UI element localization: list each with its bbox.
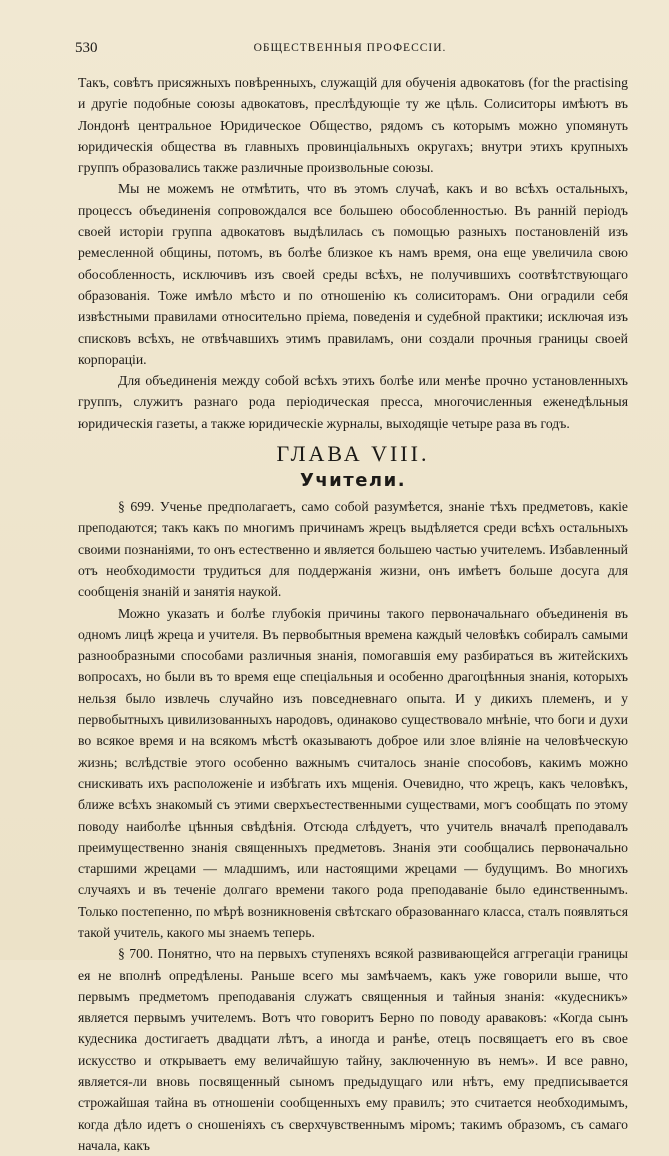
running-title: ОБЩЕСТВЕННЫЯ ПРОФЕССІИ. bbox=[253, 42, 447, 54]
paragraph: Такъ, совѣтъ присяжныхъ повѣренныхъ, служащій для обученія адвокатовъ (for the practising и другіе подобные союзы адвокатовъ, преслѣдующіе ту же цѣль. Солиситоры имѣютъ въ Лондонѣ центральное Юридическое Общество, рядомъ съ которымъ можно упомянуть юридическія общества въ главныхъ провинціальныхъ округахъ; внутри этихъ крупныхъ группъ образовались также различные произвольные союзы. bbox=[78, 75, 628, 176]
paragraph: § 700. Понятно, что на первыхъ ступеняхъ всякой развивающейся аггрегаціи границы ея не вполнѣ опредѣлены. Раньше всего мы замѣчаемъ, какъ уже говорили выше, что первымъ предметомъ преподаванія служатъ священныя и тайныя знанія: «кудесникъ» является первымъ учителемъ. Вотъ что говоритъ Берно по поводу араваковъ: «Когда сынъ кудесника достигаетъ двадцати лѣтъ, а иногда и ранѣе, отецъ посвящаетъ его въ свое искусство и открываетъ ему величайшую тайну, заключенную въ немъ». И все равно, является-ли вновь посвященный сыномъ предыдущаго или нѣтъ, ему предписывается строжайшая тайна въ отношеніи сообщенныхъ ему правилъ; это считается необходимымъ, когда дѣло идетъ о сношеніяхъ съ сверхчувственнымъ міромъ; такимъ образомъ, съ самаго начала, какъ bbox=[78, 946, 628, 1153]
paragraph: Мы не можемъ не отмѣтить, что въ этомъ случаѣ, какъ и во всѣхъ остальныхъ, процессъ объединенія сопровождался все большею обособленностью. Въ ранній періодъ своей исторіи группа адвокатовъ выдѣлилась съ помощью разныхъ постановленій изъ ремесленной общины, потомъ, въ болѣе близкое къ намъ время, она еще увеличила свою обособленность, исключивъ изъ своей среды всѣхъ, не получившихъ соотвѣтствующаго образованія. Тоже имѣло мѣсто и по отношенію къ солиситорамъ. Они оградили себя извѣстными правилами относительно пріема, поведенія и судебной практики; исключая изъ списковъ всѣхъ, не отвѣчавшихъ этимъ правиламъ, они создали прочныя границы своей корпораціи. bbox=[78, 181, 628, 367]
chapter-title: ГЛАВА VIII. bbox=[276, 441, 430, 467]
page-body bbox=[78, 72, 628, 1156]
paragraph: Можно указать и болѣе глубокія причины такого первоначальнаго объединенія въ одномъ лицѣ жреца и учителя. Въ первобытныя времена каждый человѣкъ собиралъ самыми разнообразными способами различныя знанія, помогавшія ему разбираться въ житейскихъ вопросахъ, но были въ то время еще спеціальныя и особенно драгоцѣнныя знанія, которыхъ нельзя было извлечь случайно изъ повседневнаго опыта. И у дикихъ племенъ, и у первобытныхъ цивилизованныхъ народовъ, одинаково существовало мнѣніе, что боги и духи во всякое время и на всякомъ мѣстѣ оказываютъ доброе или злое вліяніе на человѣческую жизнь; вслѣдствіе этого особенно важнымъ считалось знаніе способовъ, какимъ можно снискивать ихъ расположеніе и избѣгать ихъ мщенія. Очевидно, что жрецъ, какъ человѣкъ, ближе всѣхъ знакомый съ этими сверхъестественными существами, могъ сообщать по этому поводу наиболѣе цѣнныя свѣдѣнія. Отсюда слѣдуетъ, что учитель вначалѣ преподавалъ преимущественно знанія священныхъ предметовъ. Знанія эти сообщались первоначально старшими жрецами — младшимъ, или настоящими жрецами — будущимъ. Во многихъ случаяхъ и въ теченіе долгаго времени такого рода преподаваніе было единственнымъ. Только постепенно, по мѣрѣ возникновенія свѣтскаго образованнаго класса, сталъ появляться такой учитель, какого мы знаемъ теперь. bbox=[78, 605, 628, 940]
page-number: 530 bbox=[75, 40, 98, 56]
paragraph: Для объединенія между собой всѣхъ этихъ болѣе или менѣе прочно установленныхъ группъ, служитъ разнаго рода періодическая пресса, многочисленныя еженедѣльныя юридическія газеты, а также юридическіе журналы, выходящіе четыре раза въ годъ. bbox=[78, 373, 628, 431]
paragraph: § 699. Ученье предполагаетъ, само собой разумѣется, знаніе тѣхъ предметовъ, какіе преподаются; такъ какъ по многимъ причинамъ жрецъ выдѣляется среди всѣхъ остальныхъ своими познаніями, то онъ естественно и является большею частью учителемъ. Избавленный отъ необходимости трудиться для поддержанія жизни, онъ имѣетъ больше досуга для сообщенія знаній и занятія наукой. bbox=[78, 499, 628, 600]
chapter-subtitle: Учители. bbox=[299, 470, 407, 492]
page-header bbox=[75, 40, 625, 60]
